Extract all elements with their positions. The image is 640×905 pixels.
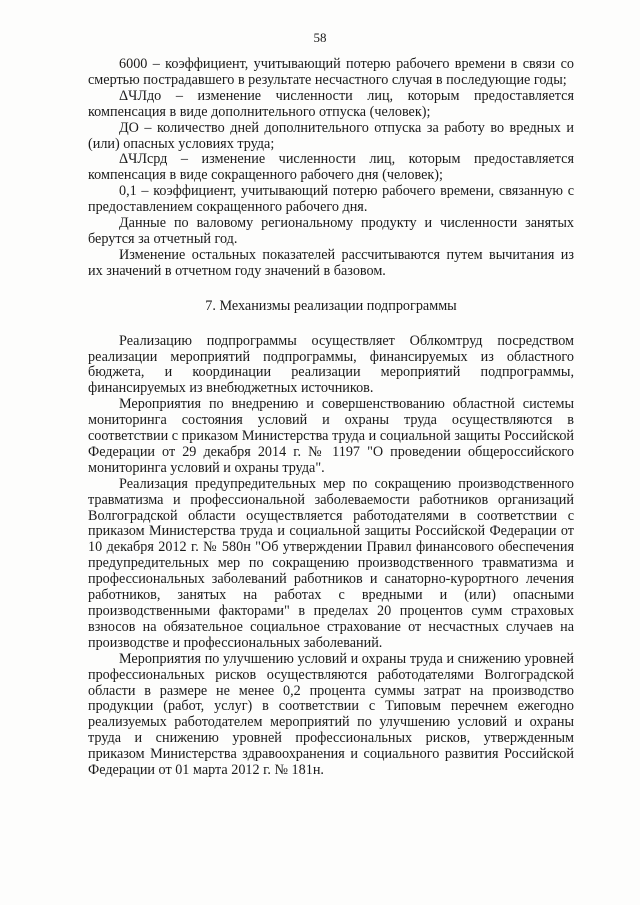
document-body: [88, 57, 574, 779]
paragraph-delta-chl-srd: ΔЧЛсрд – изменение численности лиц, которым предоставляется компенсация в виде сокращенного рабочего дня (человек);: [88, 151, 574, 184]
page-number: 58: [313, 30, 327, 45]
paragraph-implementation: Реализацию подпрограммы осуществляет Облкомтруд посредством реализации мероприятий подпрограммы, финансируемых из областного бюджета, и координации реализации мероприятий подпрограммы, финансируемых из внебюджетных источников.: [88, 332, 574, 397]
paragraph-grp-data: Данные по валовому региональному продукту и численности занятых берутся за отчетный год.: [88, 215, 574, 247]
section-heading: 7. Механизмы реализации подпрограммы: [205, 297, 457, 314]
paragraph-improvement-measures: Мероприятия по улучшению условий и охраны труда и снижению уровней профессиональных рисков осуществляются работодателями Волгоградской области в размере не менее 0,2 процента суммы затрат на производство продукции (работ, услуг) в соответствии с Типовым перечнем ежегодно реализуемых работодателем мероприятий по улучшению условий и охраны труда и снижению уровней профессиональных рисков, утвержденным приказом Министерства здравоохранения и социального развития Российской Федерации от 01 марта 2012 г. № 181н.: [88, 650, 574, 779]
paragraph-other-indicators: Изменение остальных показателей рассчитываются путем вычитания из их значений в отчетном году значений в базовом.: [88, 246, 574, 279]
paragraph-coefficient-0-1: 0,1 – коэффициент, учитывающий потерю рабочего времени, связанную с предоставлением сокращенного рабочего дня.: [88, 183, 574, 216]
paragraph-preventive-measures: Реализация предупредительных мер по сокращению производственного травматизма и профессиональной заболеваемости работников организаций Волгоградской области осуществляется работодателями в соответствии с приказом Министерства труда и социальной защиты Российской Федерации от 10 декабря 2012 г. № 580н "Об утверждении Правил финансового обеспечения предупредительных мер по сокращению производственного травматизма и профессиональных заболеваний работников и санаторно-курортного лечения работников, занятых на работах с вредными и (или) опасными производственными факторами" в пределах 20 процентов сумм страховых взносов на обязательное социальное страхование от несчастных случаев на производстве и профессиональных заболеваний.: [88, 475, 574, 651]
paragraph-do-definition: ДО – количество дней дополнительного отпуска за работу во вредных и (или) опасных условиях труда;: [88, 119, 574, 152]
paragraph-delta-chl-do: ΔЧЛдо – изменение численности лиц, которым предоставляется компенсация в виде дополнительного отпуска (человек);: [88, 87, 574, 120]
paragraph-monitoring: Мероприятия по внедрению и совершенствованию областной системы мониторинга состояния условий и охраны труда осуществляются в соответствии с приказом Министерства труда и социальной защиты Российской Федерации от 29 декабря 2014 г. № 1197 "О проведении общероссийского мониторинга условий и охраны труда".: [88, 396, 574, 476]
paragraph-coefficient-6000: 6000 – коэффициент, учитывающий потерю рабочего времени в связи со смертью пострадавшего в результате несчастного случая в последующие годы;: [88, 56, 574, 88]
